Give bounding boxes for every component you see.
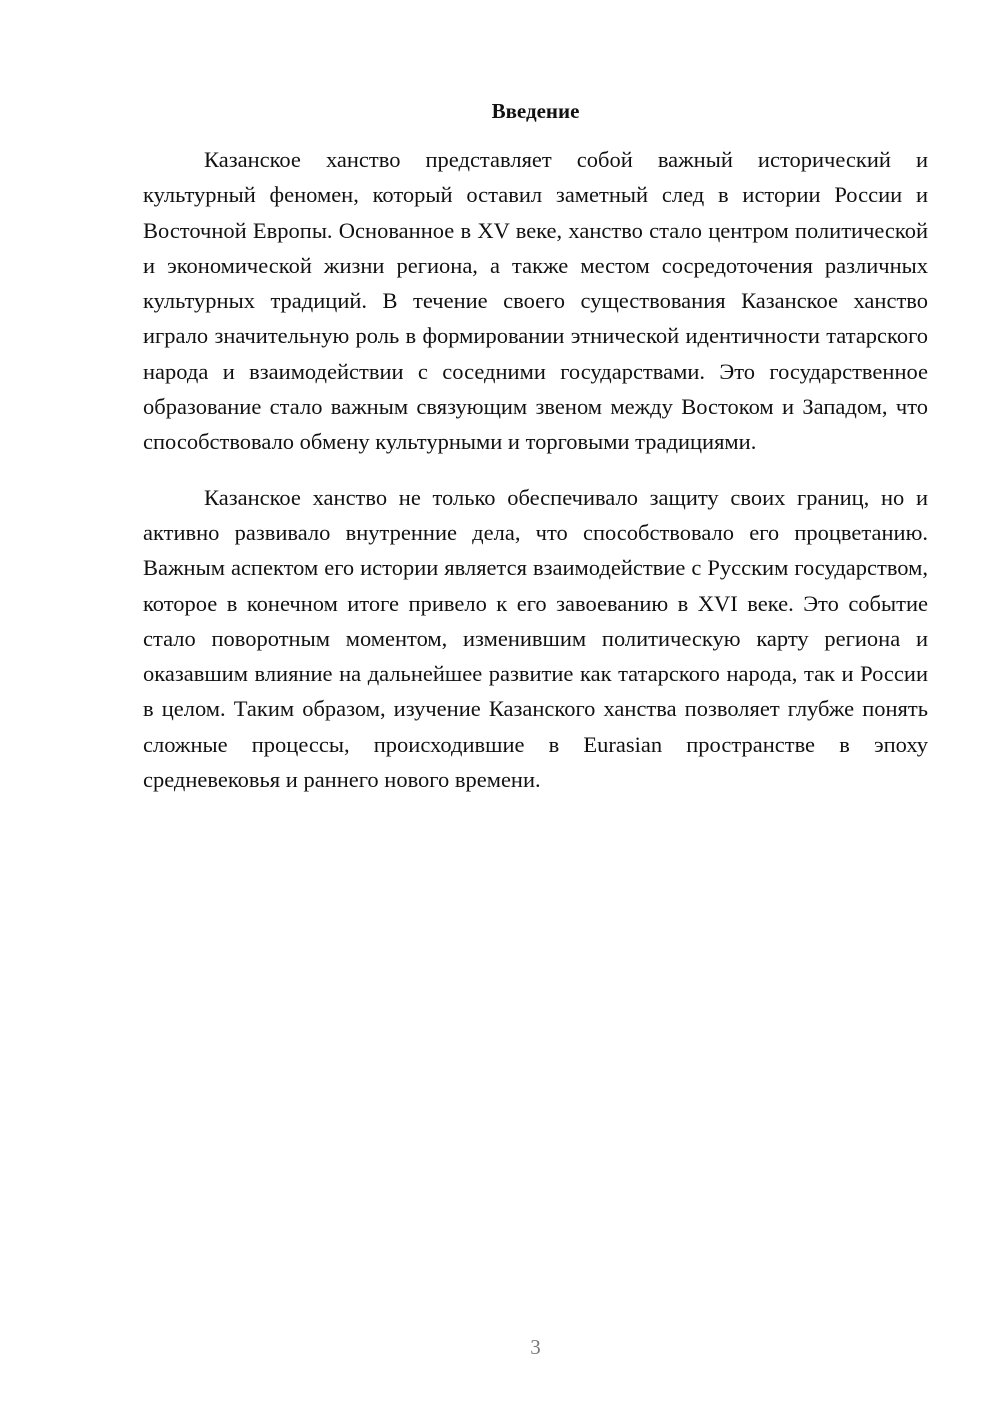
body-text	[143, 142, 928, 797]
page-number: 3	[530, 1335, 541, 1359]
paragraph-2: Казанское ханство не только обеспечивало защиту своих границ, но и активно развивало внутренние дела, что способствовало его процветанию. Важным аспектом его истории является взаимодействие с Русским государством, которое в конечном итоге привело к его завоеванию в XVI веке. Это событие стало поворотным моментом, изменившим политическую карту региона и оказавшим влияние на дальнейшее развитие как татарского народа, так и России в целом. Таким образом, изучение Казанского ханства позволяет глубже понять сложные процессы, происходившие в Eurasian пространстве в эпоху средневековья и раннего нового времени.	[143, 484, 928, 793]
paragraph-1: Казанское ханство представляет собой важный исторический и культурный феномен, который оставил заметный след в истории России и Восточной Европы. Основанное в XV веке, ханство стало центром политической и экономической жизни региона, а также местом сосредоточения различных культурных традиций. В течение своего существования Казанское ханство играло значительную роль в формировании этнической идентичности татарского народа и взаимодействии с соседними государствами. Это государственное образование стало важным связующим звеном между Востоком и Западом, что способствовало обмену культурными и торговыми традициями.	[143, 147, 928, 455]
section-heading: Введение	[491, 99, 580, 123]
